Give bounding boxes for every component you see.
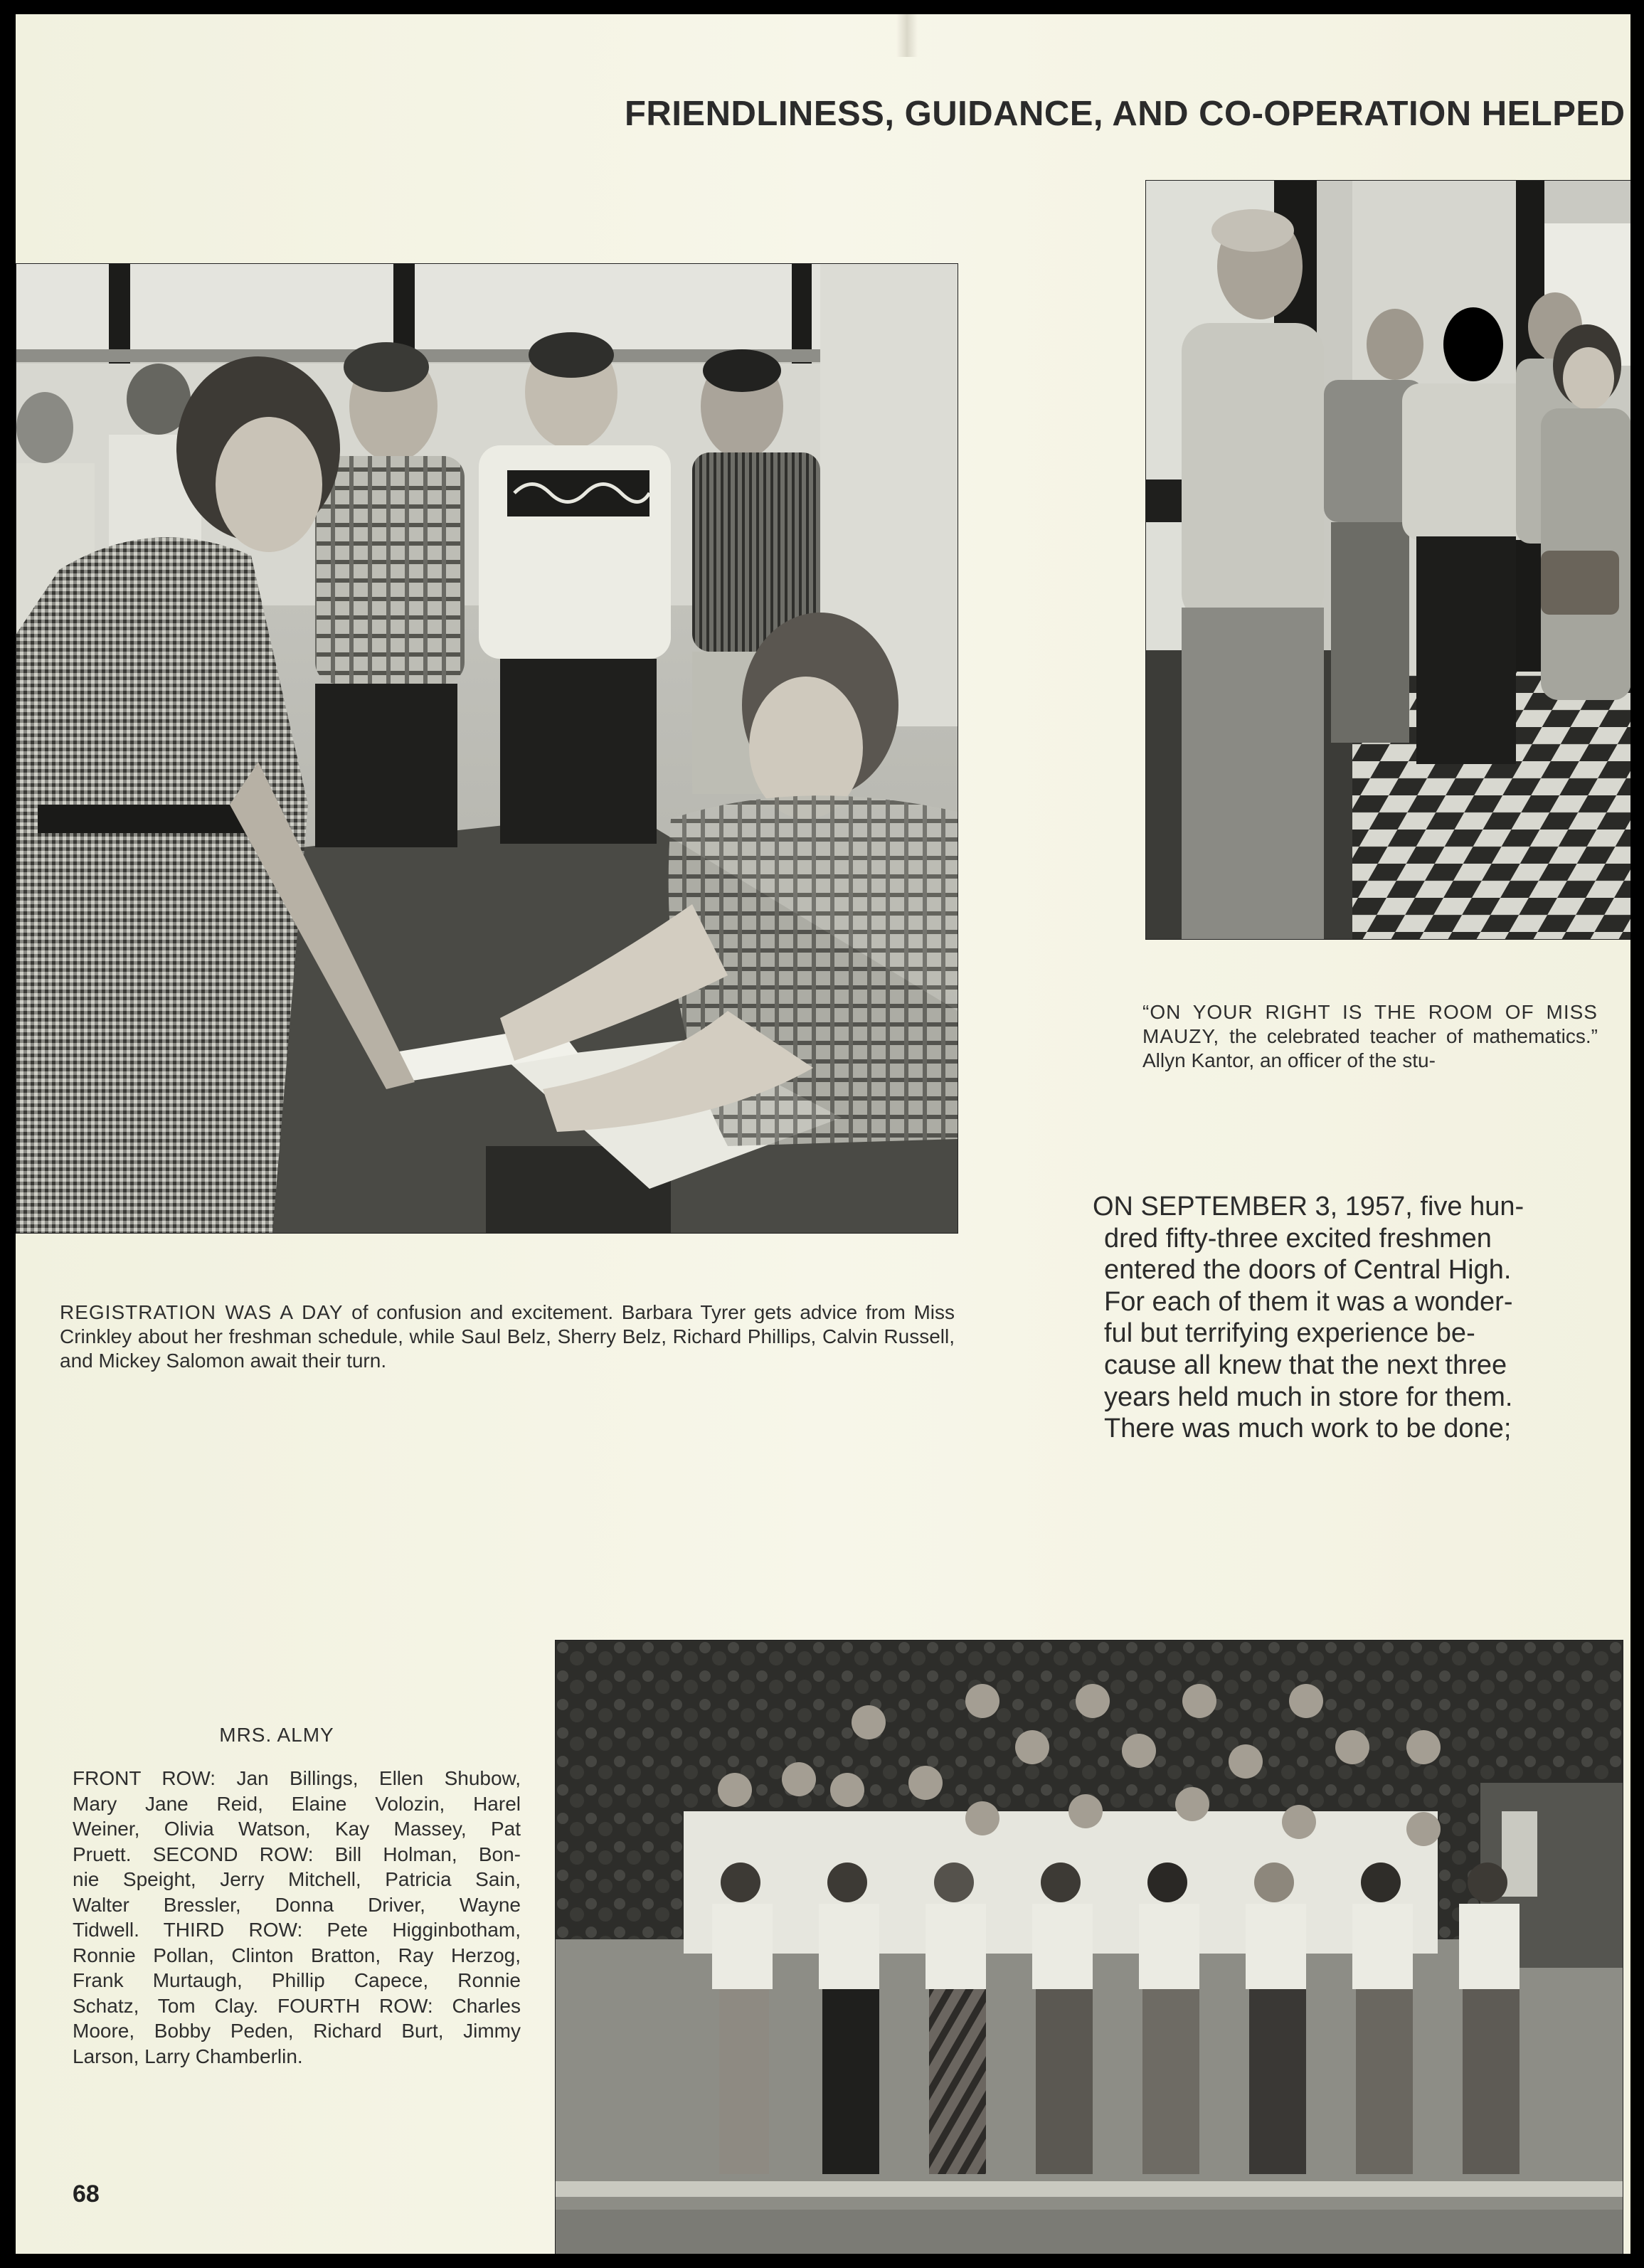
- caption-lead-in: REGISTRATION WAS A DAY: [60, 1301, 344, 1323]
- roster-line: Mary Jane Reid, Elaine Volozin, Harel: [73, 1792, 521, 1815]
- paragraph-line: dred fifty-three excited freshmen: [1104, 1223, 1492, 1254]
- roster-line: Moore, Bobby Peden, Richard Burt, Jimmy: [73, 2020, 521, 2042]
- registration-photo: [16, 263, 958, 1234]
- homeroom-group-photo: [555, 1640, 1623, 2254]
- paragraph-line: cause all knew that the next three: [1104, 1350, 1507, 1380]
- paragraph-line: ful but terrifying experience be-: [1104, 1318, 1475, 1349]
- page-number: 68: [73, 2180, 100, 2208]
- paragraph-line: years held much in store for them.: [1104, 1382, 1513, 1412]
- hallway-photo: [1145, 180, 1630, 940]
- page-spine-shadow: [896, 14, 918, 57]
- caption-text: the celebrated teacher of mathematics.” Allyn Kantor, an officer of the stu-: [1142, 1025, 1598, 1071]
- paragraph-line: For each of them it was a wonder-: [1104, 1286, 1513, 1317]
- intro-paragraph: [1093, 1191, 1561, 1445]
- paragraph-line: There was much work to be done;: [1104, 1414, 1512, 1444]
- roster-line: Larson, Larry Chamberlin.: [73, 2045, 303, 2067]
- roster-line: Frank Murtaugh, Phillip Capece, Ronnie: [73, 1969, 521, 1991]
- caption-text: of confusion and excitement. Barbara Tyrer gets advice from Miss Crinkley about her freshman schedule, while Saul Belz, Sherry Belz, Richard Phillips, Calvin Russell, and Mickey Salomon await their turn.: [60, 1301, 955, 1372]
- roster-line: Schatz, Tom Clay. FOURTH ROW: Charles: [73, 1994, 521, 2017]
- roster-line: nie Speight, Jerry Mitchell, Patricia Sain,: [73, 1868, 521, 1890]
- hallway-caption: [1142, 1000, 1598, 1073]
- roster-line: Pruett. SECOND ROW: Bill Holman, Bon-: [73, 1843, 521, 1865]
- paragraph-line: entered the doors of Central High.: [1104, 1255, 1512, 1286]
- roster-line: Ronnie Pollan, Clinton Bratton, Ray Herzog,: [73, 1944, 521, 1966]
- roster-line: Weiner, Olivia Watson, Kay Massey, Pat: [73, 1818, 521, 1840]
- registration-caption: [60, 1300, 955, 1373]
- roster-line: Tidwell. THIRD ROW: Pete Higginbotham,: [73, 1919, 521, 1941]
- page-headline: FRIENDLINESS, GUIDANCE, AND CO-OPERATION HELPED: [625, 95, 1626, 133]
- yearbook-page: [16, 14, 1630, 2254]
- homeroom-roster: [73, 1766, 521, 2069]
- caption-lead-in: “ON YOUR RIGHT IS THE ROOM OF MISS MAUZY,: [1142, 1001, 1598, 1047]
- paragraph-line: ON SEPTEMBER 3, 1957, five hun-: [1093, 1192, 1524, 1222]
- roster-line: FRONT ROW: Jan Billings, Ellen Shubow,: [73, 1767, 521, 1789]
- homeroom-teacher: MRS. ALMY: [219, 1724, 334, 1746]
- roster-line: Walter Bressler, Donna Driver, Wayne: [73, 1893, 521, 1916]
